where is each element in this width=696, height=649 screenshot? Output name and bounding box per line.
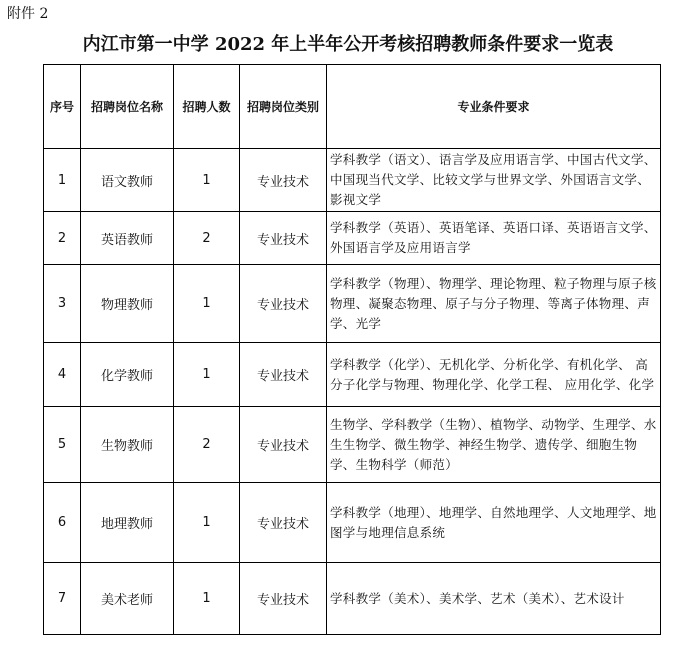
row-requirements: 学科教学（美术）、美术学、艺术（美术）、艺术设计: [327, 563, 661, 635]
header-requirements: 专业条件要求: [327, 65, 661, 149]
page-title: 内江市第一中学 2022 年上半年公开考核招聘教师条件要求一览表: [82, 34, 614, 55]
row-no: 7: [44, 563, 81, 635]
table-row: [44, 343, 661, 407]
row-category: 专业技术: [240, 212, 327, 265]
row-requirements: 学科教学（英语）、英语笔译、英语口译、英语语言文学、外国语言学及应用语言学: [327, 212, 661, 265]
table-row: [44, 483, 661, 563]
row-no: 1: [44, 149, 81, 212]
row-position: 物理教师: [81, 265, 174, 343]
table-row: [44, 149, 661, 212]
row-requirements: 学科教学（化学）、无机化学、分析化学、有机化学、 高分子化学与物理、物理化学、化学工程、 应用化学、化学: [327, 343, 661, 407]
header-category: 招聘岗位类别: [240, 65, 327, 149]
row-no: 6: [44, 483, 81, 563]
row-category: 专业技术: [240, 343, 327, 407]
row-no: 5: [44, 407, 81, 483]
row-position: 生物教师: [81, 407, 174, 483]
row-position: 化学教师: [81, 343, 174, 407]
row-position: 英语教师: [81, 212, 174, 265]
row-category: 专业技术: [240, 265, 327, 343]
row-requirements: 生物学、学科教学（生物）、植物学、动物学、生理学、水生生物学、微生物学、神经生物学、遗传学、细胞生物学、生物科学（师范）: [327, 407, 661, 483]
row-count: 1: [174, 343, 240, 407]
row-category: 专业技术: [240, 483, 327, 563]
row-count: 2: [174, 212, 240, 265]
row-requirements: 学科教学（语文）、语言学及应用语言学、中国古代文学、中国现当代文学、比较文学与世界文学、外国语言文学、影视文学: [327, 149, 661, 212]
row-count: 1: [174, 265, 240, 343]
row-position: 美术老师: [81, 563, 174, 635]
table-row: [44, 563, 661, 635]
row-position: 地理教师: [81, 483, 174, 563]
attachment-label: 附件 2: [7, 6, 49, 22]
row-count: 1: [174, 483, 240, 563]
row-requirements: 学科教学（物理）、物理学、理论物理、粒子物理与原子核物理、凝聚态物理、原子与分子物理、等离子体物理、声学、光学: [327, 265, 661, 343]
row-category: 专业技术: [240, 149, 327, 212]
table-row: [44, 212, 661, 265]
table-row: [44, 407, 661, 483]
row-requirements: 学科教学（地理）、地理学、自然地理学、人文地理学、地图学与地理信息系统: [327, 483, 661, 563]
row-count: 2: [174, 407, 240, 483]
row-category: 专业技术: [240, 407, 327, 483]
row-count: 1: [174, 149, 240, 212]
header-position: 招聘岗位名称: [81, 65, 174, 149]
requirements-table: [43, 64, 661, 635]
row-category: 专业技术: [240, 563, 327, 635]
table-row: [44, 265, 661, 343]
header-row: [44, 65, 661, 149]
header-no: 序号: [44, 65, 81, 149]
row-no: 2: [44, 212, 81, 265]
row-position: 语文教师: [81, 149, 174, 212]
row-no: 4: [44, 343, 81, 407]
row-count: 1: [174, 563, 240, 635]
header-count: 招聘人数: [174, 65, 240, 149]
row-no: 3: [44, 265, 81, 343]
